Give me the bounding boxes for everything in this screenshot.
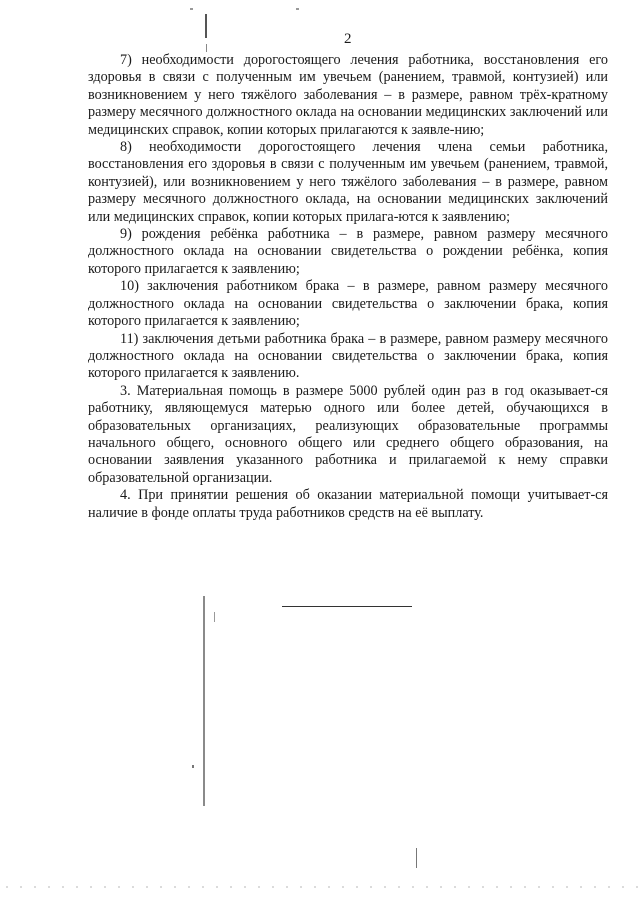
scan-artifact-dot: [192, 765, 194, 768]
scan-artifact-top: [205, 14, 207, 38]
paragraph-item-7: 7) необходимости дорогостоящего лечения работника, восстановления его здоровья в связи с полученным им увечьем (ранением, травмой, контузией) или возникновением у него тяжёлого заболевания – в размере, равном трёх-кратному размеру месячного должностного оклада на основании медицинских заключений или медицинских справок, копии которых прилагаются к заявле-нию;: [88, 52, 608, 138]
end-of-text-separator: [282, 606, 412, 607]
scan-artifact-tick: [214, 612, 215, 622]
paragraph-item-8: 8) необходимости дорогостоящего лечения члена семьи работника, восстановления его здоровья в связи с полученным им увечьем (ранением, травмой, контузией), или возникновением у него тяжёлого заболевания – в размере, равном размеру месячного должностного оклада, на основании медицинских заключений или медицинских справок, копии которых прилага-ются к заявлению;: [88, 139, 608, 225]
scan-artifact-line: [203, 596, 205, 806]
scan-artifact-top-small: [206, 44, 207, 52]
paragraph-section-3: 3. Материальная помощь в размере 5000 рублей один раз в год оказывает-ся работнику, являющемуся матерью одного или более детей, обучающихся в образовательных организациях, реализующих образовательные программы начального общего, основного общего или среднего общего образования, на основании заявления указанного работника и прилагаемой к нему справки образовательной организации.: [88, 382, 608, 486]
paragraph-item-11: 11) заключения детьми работника брака – в размере, равном размеру месячного должностного оклада на основании свидетельства о заключении брака, копия которого прилагается к заявлению.: [88, 330, 608, 382]
paragraph-item-9: 9) рождения ребёнка работника – в размере, равном размеру месячного должностного оклада на основании свидетельства о рождении ребёнка, копия которого прилагается к заявлению;: [88, 226, 608, 277]
paragraph-item-10: 10) заключения работником брака – в размере, равном размеру месячного должностного оклада на основании свидетельства о заключении брака, копия которого прилагается к заявлению;: [88, 278, 608, 330]
document-body: [88, 52, 608, 522]
scan-artifact-dot: [296, 8, 299, 10]
scan-artifact-tick: [416, 848, 417, 868]
page-number: 2: [344, 31, 352, 47]
scan-artifact-dot: [190, 8, 193, 10]
scan-artifact-bottom-edge: [0, 884, 640, 890]
paragraph-section-4: 4. При принятии решения об оказании материальной помощи учитывает-ся наличие в фонде оплаты труда работников средств на её выплату.: [88, 487, 608, 521]
